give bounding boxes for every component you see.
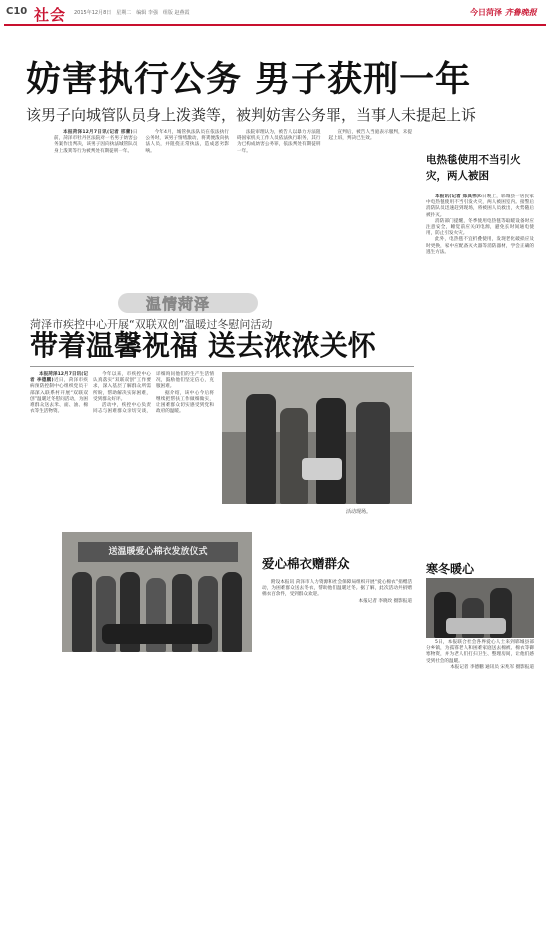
header-rule (4, 24, 546, 26)
cotton-photo (62, 532, 252, 652)
lead-body: 本报菏泽12月7日讯(记者 邢蕾)日前，菏泽市牡丹区法院对一名男子妨害公务案作出判决，该男子因向执法城管队员身上泼粪等行为被判处有期徒刑一年。 今年4月，城管执法队员在依法执行公务时，该男子情绪激动，将粪便泼向执法人员，并阻挠正常执法，造成恶劣影响。 法院审理认为，被告人以暴力方法阻碍国家机关工作人员依法执行职务，其行为已构成妨害公务罪，依法判处有期徒刑一年。 宣判后，被告人当庭表示服判，未提起上诉，判决已生效。 (54, 130, 412, 154)
feature-rule (30, 366, 414, 367)
lead-headline: 妨害执行公务 男子获刑一年 (26, 60, 472, 100)
feature-photo-visit (222, 372, 412, 504)
feature-photo-caption: 活动现场。 (346, 509, 372, 515)
brand-logo: 今日菏泽 齐鲁晚报 (470, 7, 537, 17)
cold-credit: 本报记者 李德鹏 通讯员 宋兆军 摄影报道 (450, 664, 534, 670)
cotton-body: 附设本报讯 菏泽市人力资源和社会保障局组织开展“爱心棉衣”捐赠活动，为困难群众送去冬衣，帮助他们温暖过冬。据了解，此次活动共捐赠棉衣百余件，受到群众欢迎。 本报记者 李晓玫 摄影报道 (262, 580, 412, 604)
feature-banner (118, 290, 258, 316)
side-byline: 本报讯(记者 郑其伟) (435, 194, 479, 199)
lead-subhead: 该男子向城管队员身上泼粪等，被判妨害公务罪，当事人未提起上诉 (26, 106, 477, 124)
feature-byline: 本报菏泽12月7日讯(记者 李德鹏) (30, 372, 88, 384)
feature-kicker: 菏泽市疾控中心开展“双联双创”温暖过冬慰问活动 (30, 318, 273, 331)
feature-headline: 带着温馨祝福 送去浓浓关怀 (30, 329, 376, 362)
side-headline: 电热毯使用不当引火灾，两人被困 (426, 154, 521, 182)
side-body: 本报讯(记者 郑其伟)6日晚上，郓城县一居民家中电热毯使用不当引发火灾，两人被困室内。接警后消防队员迅速赶到现场，将被困人员救出，火势随后被扑灭。 消防部门提醒，冬季使用电热毯等取暖设备时应注意安全，睡觉前应关闭电源，避免长时间通电使用，防止引发火灾。 此外，电热毯不宜折叠使用，发现老化破损应及时更换，家中应配备灭火器等消防器材，学会正确的逃生方法。 (426, 194, 534, 255)
cold-photo (426, 578, 534, 638)
cotton-photo-banner: 送温暖爱心棉衣发放仪式 (78, 542, 238, 562)
feature-banner-text: 温情菏泽 (146, 295, 211, 313)
lead-byline: 本报菏泽12月7日讯(记者 邢蕾) (63, 130, 133, 135)
cotton-credit: 本报记者 李晓玫 摄影报道 (358, 598, 412, 604)
feature-body: 本报菏泽12月7日讯(记者 李德鹏)近日，菏泽市疾病预防控制中心组织党员干部深入联系村开展“双联双创”温暖过冬慰问活动，为困难群众送去米、面、油、棉衣等生活物资。 今年以来，市疾控中心认真落实“双联双创”工作要求，深入基层了解群众所需所盼，帮助解决实际困难，受到群众好评。 活动中，疾控中心负责同志与困难群众亲切交谈，详细询问他们的生产生活情况，鼓励他们坚定信心，克服困难。 据介绍，该中心今后将继续把帮扶工作做细做实，让困难群众切实感受到党和政府的温暖。 (30, 372, 214, 415)
page-header (0, 0, 550, 26)
page-number: C10 (6, 6, 28, 17)
cotton-headline: 爱心棉衣赠群众 (262, 556, 350, 571)
section-label: 社会 (34, 6, 67, 24)
cold-body: 5日，本报联合社会各界爱心人士来到郓城县部分乡镇，为孤寡老人和困难家庭送去棉被、棉衣等御寒物资，并为老人们打扫卫生、整理房间，让他们感受到社会的温暖。 本报记者 李德鹏 通讯员 宋兆军 摄影报道 (426, 640, 534, 670)
header-meta: 2015年12月8日 星期二 编辑 李强 组版 赵燕霞 (74, 10, 190, 16)
cold-headline: 寒冬暖心 (426, 562, 475, 576)
